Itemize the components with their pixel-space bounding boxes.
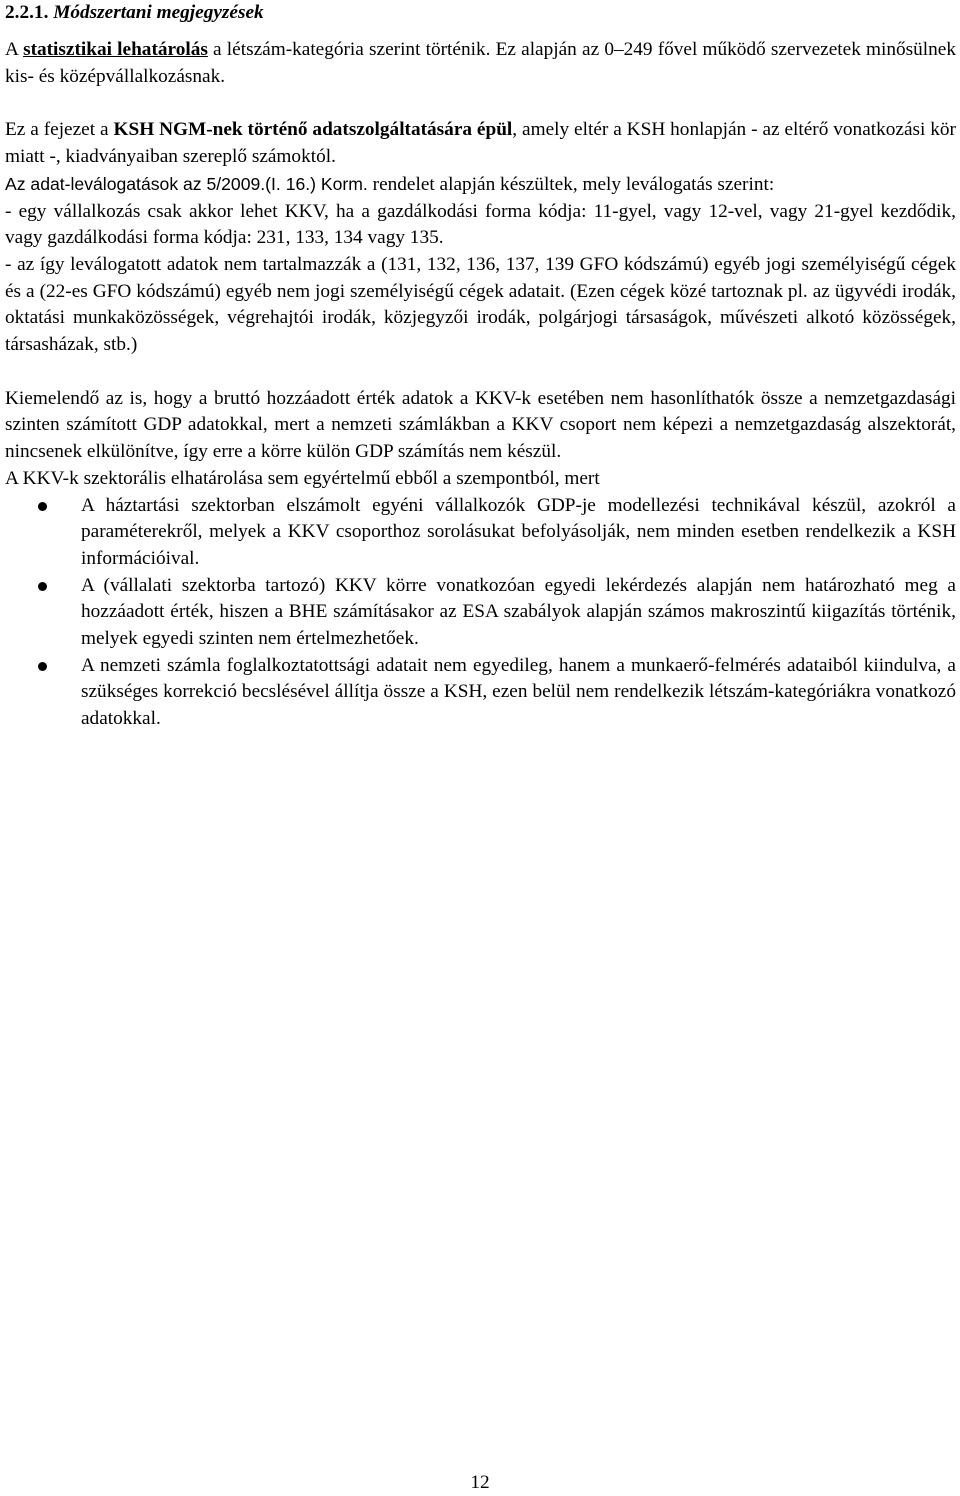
paragraph-statistical-delimitation bbox=[5, 37, 956, 90]
paragraph-data-source bbox=[5, 117, 956, 170]
paragraph-excluded-data: - az így leválogatott adatok nem tartalmazzák a (131, 132, 136, 137, 139 GFO kódszámú) egyéb jogi személyiségű cégek és a (22-es GFO kódszámú) egyéb nem jogi személyiségű cégek adatait. (Ezen cégek közé tartoznak pl. az ügyvédi irodák, oktatási munkaközösségek, végrehajtói irodák, közjegyzői irodák, polgárjogi társaságok, művészeti alkotó közösségek, társasházak, stb.) bbox=[5, 253, 956, 356]
paragraph-gdp-comparison: Kiemelendő az is, hogy a bruttó hozzáadott érték adatok a KKV-k esetében nem hasonlíthatók össze a nemzetgazdasági szinten számított GDP adatokkal, mert a nemzeti számlákban a KKV csoport nem képezi a nemzetgazdaság alszektorát, nincsenek elkülönítve, így erre a körre külön GDP számítás nem készül. bbox=[5, 387, 956, 463]
bullet-text: A nemzeti számla foglalkoztatottsági adatait nem egyedileg, hanem a munkaerő-felmérés adataiból kiindulva, a szükséges korrekció becslésével állítja össze a KSH, ezen belül nem rendelkezik létszám-kategóriákra vonatkozó adatokkal. bbox=[81, 654, 956, 730]
bullet-list bbox=[5, 493, 956, 733]
regulation-reference: Az adat-leválogatások az 5/2009.(I. 16.) Korm. bbox=[5, 173, 368, 194]
para3-serif-text: rendelet alapján készültek, mely leválogatás szerint: bbox=[367, 173, 775, 195]
para2-pre-text: Ez a fejezet a bbox=[5, 119, 114, 141]
section-number: 2.2.1. bbox=[5, 2, 49, 23]
bullet-item bbox=[5, 573, 956, 653]
para2-post-text: , amely eltér a KSH honlapján - az eltérő vonatkozási kör miatt -, kiadványaiban szereplő számoktól. bbox=[5, 119, 956, 168]
bullet-text: A háztartási szektorban elszámolt egyéni vállalkozók GDP-je modellezési technikával készül, azokról a paraméterekről, melyek a KKV csoporthoz sorolásukat befolyásolják, nem minden esetben rendelkezik a KSH információival. bbox=[81, 494, 956, 569]
paragraph-sectoral-delimitation: A KKV-k szektorális elhatárolása sem egyértelmű ebből a szempontból, mert bbox=[5, 467, 600, 489]
data-source-bold: KSH NGM-nek történő adatszolgáltatására épül bbox=[113, 119, 513, 141]
statistical-delimitation-term: statisztikai lehatárolás bbox=[23, 39, 208, 60]
bullet-item bbox=[5, 653, 956, 733]
bullet-icon bbox=[38, 662, 47, 671]
paragraph-gap bbox=[5, 90, 956, 117]
bullet-icon bbox=[38, 582, 47, 591]
paragraph-gap bbox=[5, 359, 956, 386]
bullet-icon bbox=[38, 502, 47, 511]
paragraph-kkv-criteria: - egy vállalkozás csak akkor lehet KKV, ha a gazdálkodási forma kódja: 11-gyel, vagy 12-vel, vagy 21-gyel kezdődik, vagy gazdálkodási forma kódja: 231, 133, 134 vagy 135. bbox=[5, 200, 956, 249]
para1-post-text: a létszám-kategória szerint történik. Ez alapján az 0–249 fővel működő szervezetek minősülnek kis- és középvállalkozásnak. bbox=[5, 39, 957, 87]
bullet-item bbox=[5, 493, 956, 573]
section-heading bbox=[5, 0, 956, 26]
bullet-text: A (vállalati szektorba tartozó) KKV körre vonatkozóan egyedi lekérdezés alapján nem határozható meg a hozzáadott érték, hiszen a BHE számításakor az ESA szabályok alapján számos makroszintű kiigazítás történik, melyek egyedi szinten nem értelmezhetőek. bbox=[81, 574, 956, 650]
para1-pre-text: A bbox=[5, 39, 24, 60]
page-number: 12 bbox=[470, 1472, 490, 1493]
paragraph-data-selection bbox=[5, 171, 956, 199]
document-page bbox=[5, 0, 956, 733]
section-title: Módszertani megjegyzések bbox=[53, 2, 264, 23]
